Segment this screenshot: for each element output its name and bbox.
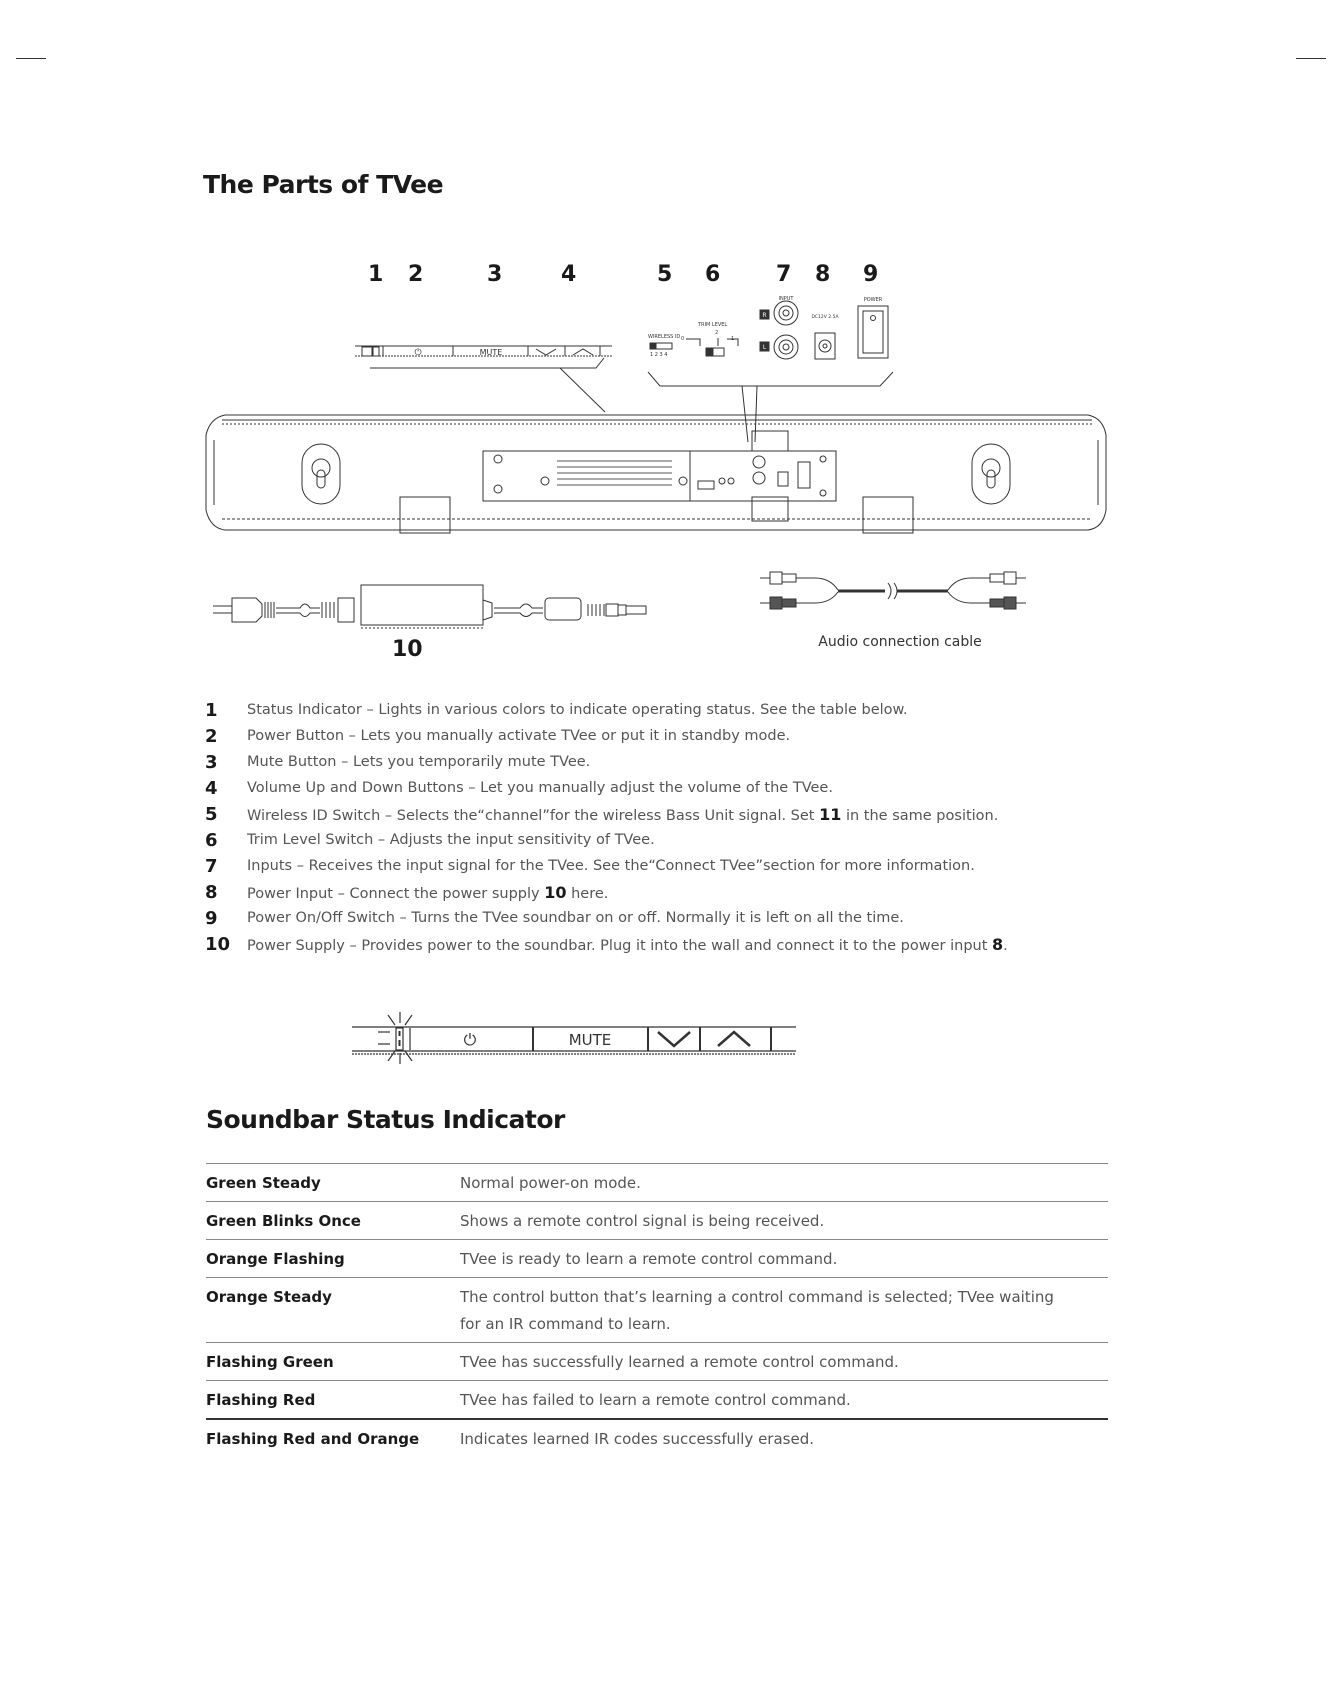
status-desc-line: for an IR command to learn. bbox=[460, 1315, 671, 1333]
callout-1: 1 bbox=[368, 262, 384, 287]
callout-10: 10 bbox=[392, 637, 423, 662]
legend-text-after: . bbox=[1003, 937, 1008, 954]
status-desc bbox=[460, 1240, 1108, 1278]
legend-number: 10 bbox=[205, 933, 231, 955]
parts-diagram bbox=[0, 0, 1342, 700]
callout-2: 2 bbox=[408, 262, 424, 287]
legend-item bbox=[205, 879, 1105, 905]
status-desc bbox=[460, 1381, 1108, 1420]
callout-8: 8 bbox=[815, 262, 831, 287]
status-desc-line: TVee is ready to learn a remote control command. bbox=[460, 1250, 838, 1268]
legend-ref: 8 bbox=[992, 934, 1004, 954]
status-desc bbox=[460, 1202, 1108, 1240]
table-row bbox=[206, 1202, 1108, 1240]
legend-item bbox=[205, 697, 1105, 723]
wireless-id-label: WIRELESS ID bbox=[648, 334, 681, 340]
status-led-burst bbox=[378, 1012, 412, 1064]
table-row bbox=[206, 1278, 1108, 1343]
audio-cable-label: Audio connection cable bbox=[818, 634, 982, 650]
input-label: INPUT bbox=[778, 296, 794, 302]
legend-text bbox=[247, 883, 608, 902]
rear-panel bbox=[483, 451, 836, 501]
soundbar-rear bbox=[206, 415, 1106, 533]
wireless-positions: 1 2 3 4 bbox=[650, 352, 668, 358]
callout-5: 5 bbox=[657, 262, 673, 287]
status-state: Orange Flashing bbox=[206, 1250, 345, 1268]
table-row bbox=[206, 1240, 1108, 1278]
trim-pos-right: 1 bbox=[731, 336, 735, 342]
legend-text: Mute Button – Lets you temporarily mute TVee. bbox=[247, 754, 591, 770]
trim-level-label: TRIM LEVEL bbox=[698, 322, 728, 328]
status-state: Orange Steady bbox=[206, 1288, 332, 1306]
status-desc bbox=[460, 1278, 1108, 1343]
dc-in-label: DC12V 2.5A bbox=[811, 315, 839, 320]
input-jack-r bbox=[774, 301, 798, 325]
callout-7: 7 bbox=[776, 262, 792, 287]
legend-item bbox=[205, 931, 1105, 957]
legend-item bbox=[205, 827, 1105, 853]
legend-text bbox=[247, 935, 1008, 954]
legend-item bbox=[205, 749, 1105, 775]
status-desc-line: Shows a remote control signal is being received. bbox=[460, 1212, 825, 1230]
status-led-icon bbox=[396, 1028, 403, 1050]
power-supply bbox=[213, 585, 646, 628]
status-mute-label: MUTE bbox=[568, 1031, 612, 1049]
legend-number: 4 bbox=[205, 777, 218, 799]
status-power-symbol: ⏻ bbox=[463, 1030, 477, 1049]
control-strip bbox=[355, 346, 612, 412]
status-desc-line: Indicates learned IR codes successfully erased. bbox=[460, 1430, 815, 1448]
trim-pos-mid: 2 bbox=[715, 330, 719, 336]
legend-text: Power Button – Lets you manually activate TVee or put it in standby mode. bbox=[247, 728, 791, 744]
legend-ref: 10 bbox=[544, 882, 567, 902]
legend-item bbox=[205, 801, 1105, 827]
callout-9: 9 bbox=[863, 262, 879, 287]
power-label: POWER bbox=[863, 297, 883, 303]
legend-number: 1 bbox=[205, 699, 218, 721]
legend-text: Power On/Off Switch – Turns the TVee soundbar on or off. Normally it is left on all the time. bbox=[247, 910, 904, 926]
status-state: Flashing Green bbox=[206, 1353, 334, 1371]
table-row bbox=[206, 1343, 1108, 1381]
status-table bbox=[206, 1163, 1108, 1457]
legend-text-before: Power Input – Connect the power supply bbox=[247, 885, 545, 902]
strip-mute-label: MUTE bbox=[479, 348, 503, 357]
legend-text-before: Power Supply – Provides power to the soundbar. Plug it into the wall and connect it to the power input bbox=[247, 937, 993, 954]
input-jack-l bbox=[774, 335, 798, 359]
power-symbol: ⏻ bbox=[414, 348, 422, 358]
status-state: Flashing Red bbox=[206, 1391, 316, 1409]
section-title-parts: The Parts of TVee bbox=[203, 170, 444, 199]
section-title-status: Soundbar Status Indicator bbox=[206, 1105, 565, 1134]
legend-item bbox=[205, 723, 1105, 749]
legend-text bbox=[247, 805, 998, 824]
table-row bbox=[206, 1381, 1108, 1420]
keyhole-right bbox=[972, 444, 1010, 504]
keyhole-left bbox=[302, 444, 340, 504]
status-desc-line: TVee has successfully learned a remote control command. bbox=[460, 1353, 899, 1371]
legend-number: 3 bbox=[205, 751, 218, 773]
status-desc-line: Normal power-on mode. bbox=[460, 1174, 641, 1192]
legend-number: 5 bbox=[205, 803, 218, 825]
legend-number: 6 bbox=[205, 829, 218, 851]
legend-text: Trim Level Switch – Adjusts the input sensitivity of TVee. bbox=[247, 832, 655, 848]
status-state: Green Steady bbox=[206, 1174, 321, 1192]
status-state: Green Blinks Once bbox=[206, 1212, 361, 1230]
status-desc bbox=[460, 1419, 1108, 1457]
parts-legend bbox=[205, 697, 1105, 957]
status-desc bbox=[460, 1164, 1108, 1202]
table-row bbox=[206, 1419, 1108, 1457]
callout-3: 3 bbox=[487, 262, 503, 287]
legend-text: Inputs – Receives the input signal for the TVee. See the“Connect TVee”section for more information. bbox=[247, 858, 975, 874]
legend-item bbox=[205, 775, 1105, 801]
dc-power-jack bbox=[815, 333, 835, 359]
status-desc-line: TVee has failed to learn a remote control command. bbox=[460, 1391, 851, 1409]
trim-pos-left: 0 bbox=[681, 336, 685, 342]
callout-4: 4 bbox=[561, 262, 577, 287]
legend-text: Status Indicator – Lights in various colors to indicate operating status. See the table below. bbox=[247, 702, 908, 718]
input-l-label: L bbox=[762, 344, 767, 351]
status-desc bbox=[460, 1343, 1108, 1381]
legend-text-after: in the same position. bbox=[841, 807, 999, 824]
legend-item bbox=[205, 905, 1105, 931]
legend-ref: 11 bbox=[819, 804, 842, 824]
callout-6: 6 bbox=[705, 262, 721, 287]
legend-text-after: here. bbox=[566, 885, 609, 902]
status-state: Flashing Red and Orange bbox=[206, 1430, 420, 1448]
status-desc-line: The control button that’s learning a control command is selected; TVee waiting bbox=[460, 1288, 1054, 1306]
legend-number: 7 bbox=[205, 855, 218, 877]
legend-text: Volume Up and Down Buttons – Let you manually adjust the volume of the TVee. bbox=[247, 780, 833, 796]
legend-number: 8 bbox=[205, 881, 218, 903]
volume-up-icon bbox=[718, 1032, 750, 1046]
legend-text-before: Wireless ID Switch – Selects the“channel”for the wireless Bass Unit signal. Set bbox=[247, 807, 820, 824]
legend-number: 9 bbox=[205, 907, 218, 929]
table-row bbox=[206, 1164, 1108, 1202]
legend-item bbox=[205, 853, 1105, 879]
power-brick bbox=[361, 585, 483, 625]
audio-cable bbox=[760, 572, 1026, 609]
volume-down-icon bbox=[658, 1032, 690, 1046]
legend-number: 2 bbox=[205, 725, 218, 747]
input-r-label: R bbox=[762, 312, 767, 319]
